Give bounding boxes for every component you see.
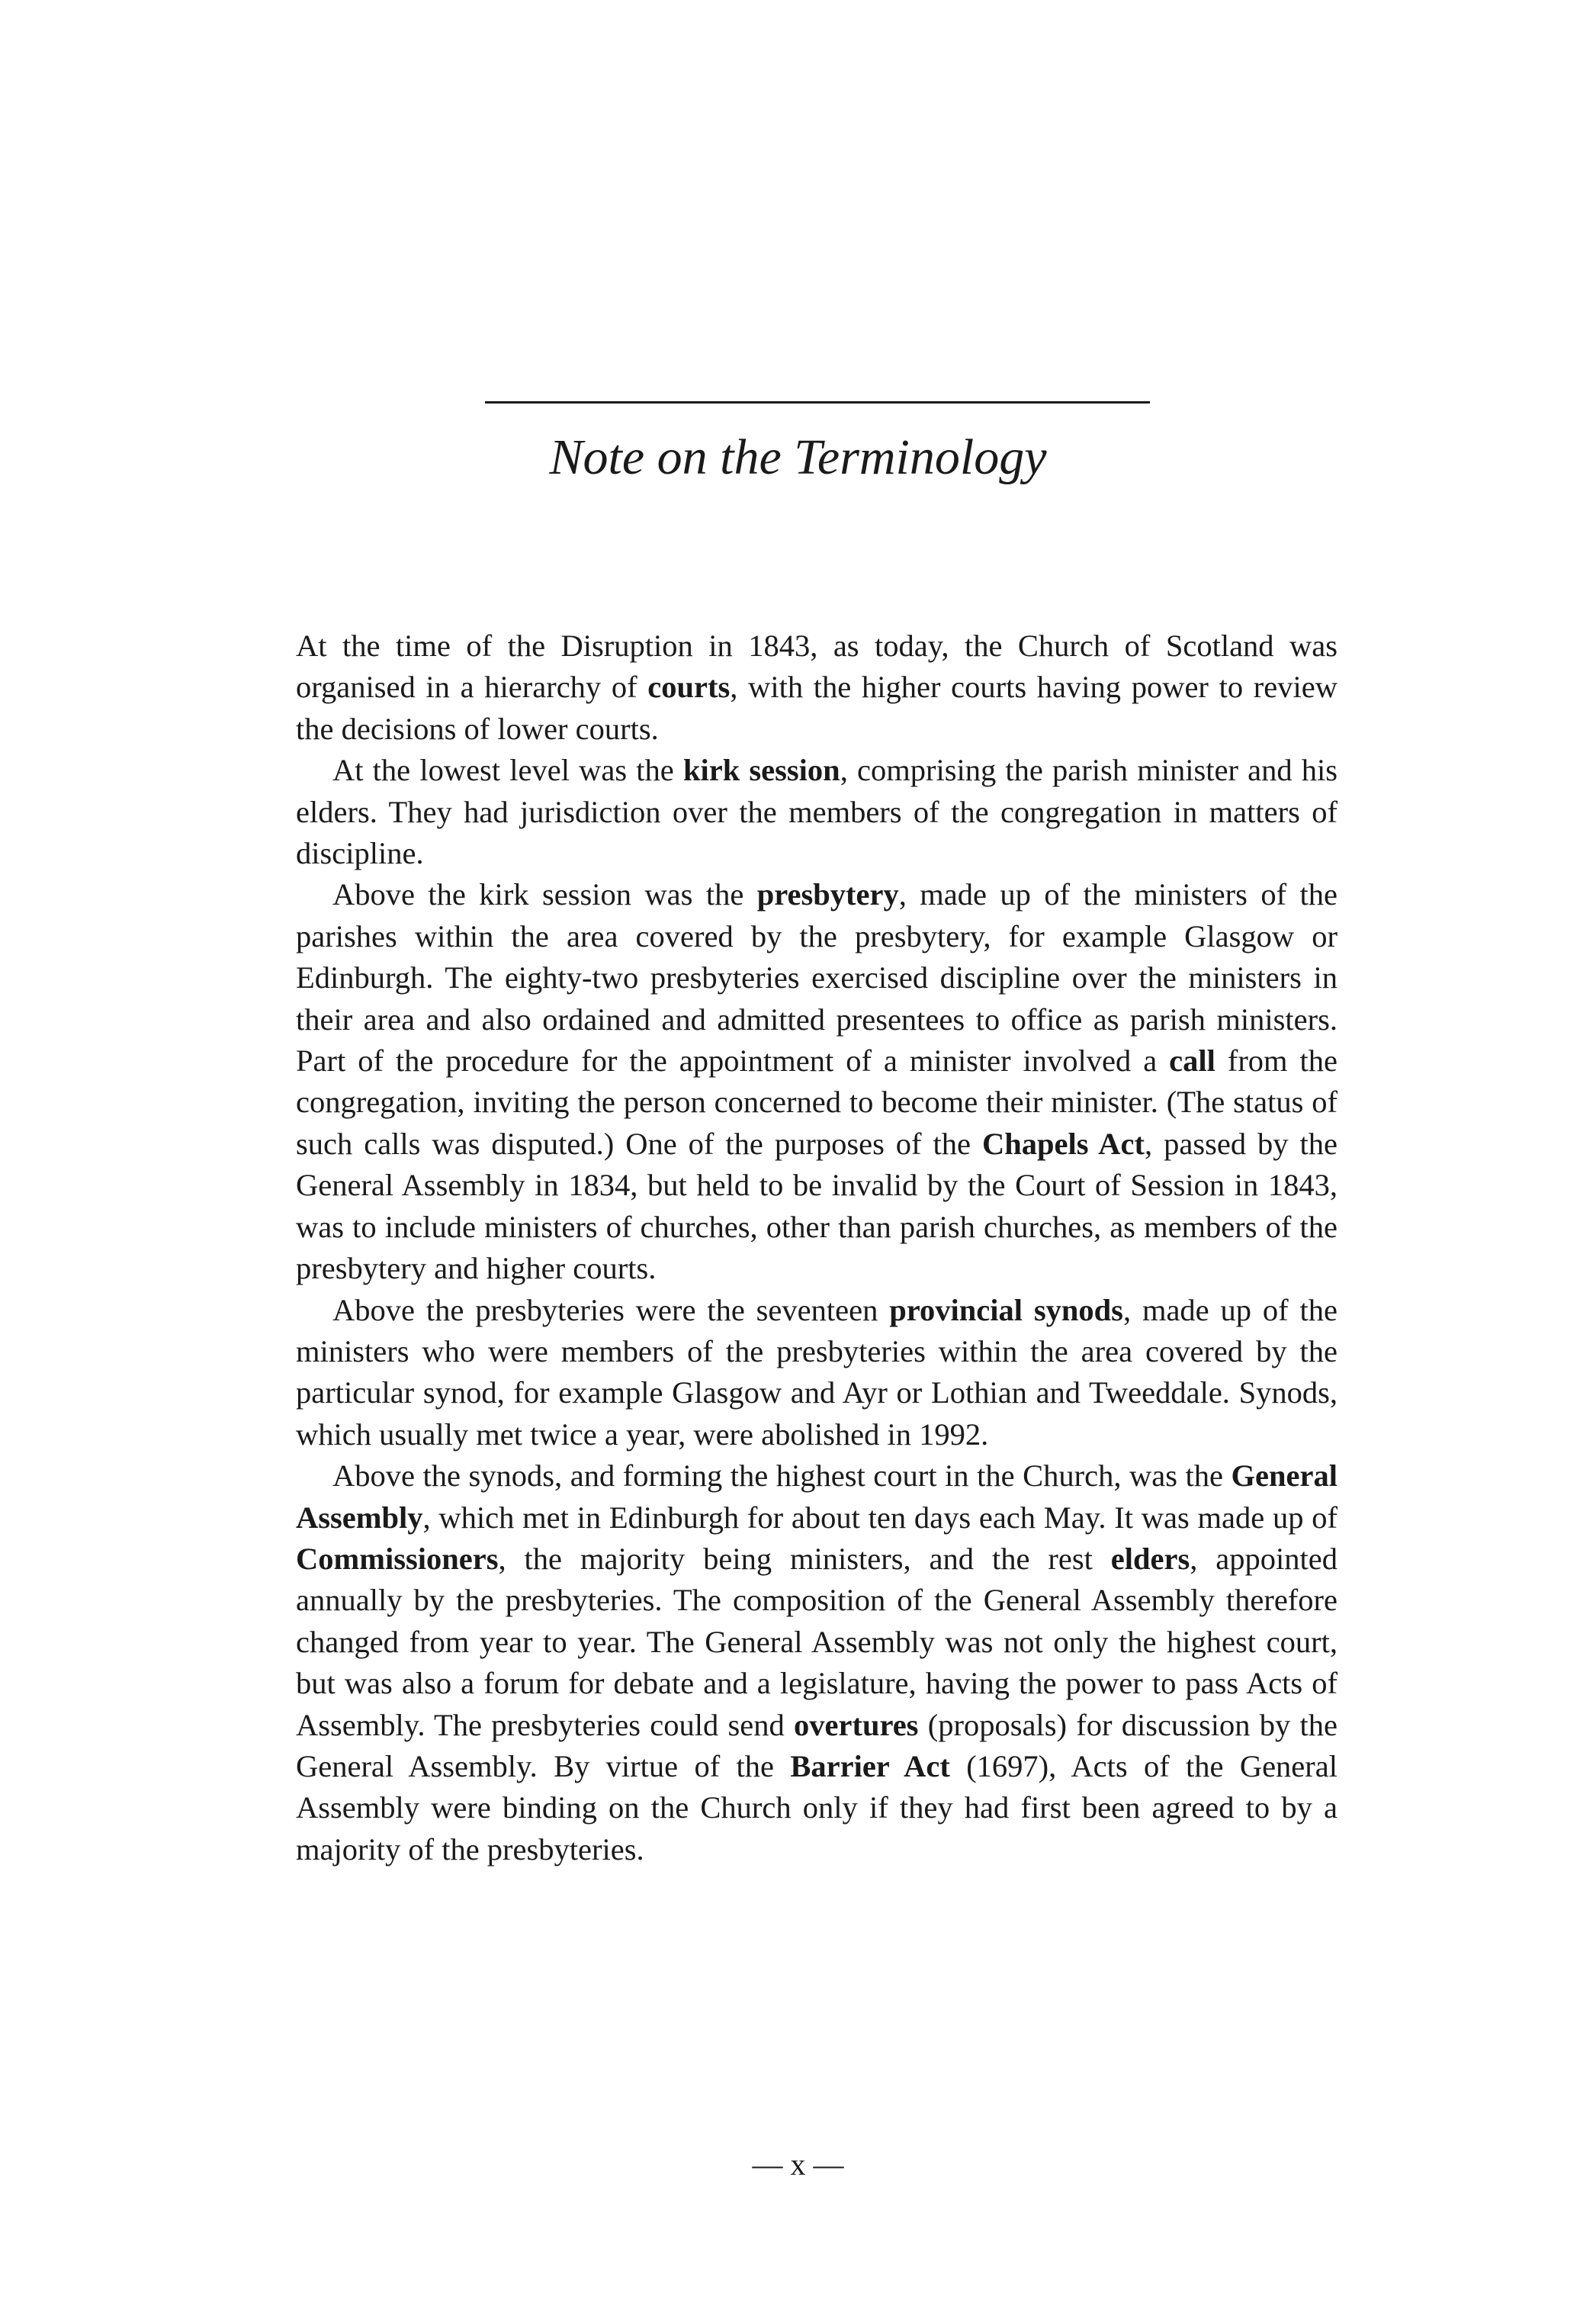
key-term: Chapels Act	[981, 1126, 1145, 1161]
text-run: , comprising the parish minister and his elders. They had jurisdiction over the members of the congregation in matters of discipline.	[296, 753, 1338, 871]
key-term: kirk session	[682, 753, 840, 788]
key-term: Commissioners	[296, 1541, 499, 1576]
text-run: , with the higher courts having power to review the decisions of lower courts.	[296, 670, 1337, 746]
text-run: , made up of the ministers of the parishes within the area covered by the presbytery, for example Glasgow or Edinburgh. The eighty-two presbyteries exercised discipline over the ministers in their area and also ordained and admitted presentees to office as parish ministers. Part of the procedure for the appointment of a minister involved a	[296, 877, 1337, 1079]
text-run: Above the kirk session was the	[332, 877, 757, 912]
text-run: , which met in Edinburgh for about ten days each May. It was made up of	[422, 1500, 1337, 1535]
key-term: provincial synods	[889, 1292, 1123, 1327]
paragraph	[296, 874, 1337, 1289]
paragraph	[296, 1455, 1337, 1870]
text-run: Above the synods, and forming the highest court in the Church, was the	[332, 1458, 1232, 1494]
key-term: call	[1169, 1043, 1215, 1079]
body-text	[296, 625, 1337, 1870]
text-run: , made up of the ministers who were members of the presbyteries within the area covered by the particular synod, for example Glasgow and Ayr or Lothian and Tweeddale. Synods, which usually met twice a year, were abolished in 1992.	[296, 1292, 1337, 1452]
paragraph	[296, 750, 1337, 874]
text-run: Above the presbyteries were the seventeen	[332, 1292, 890, 1327]
text-run: , passed by the General Assembly in 1834, but held to be invalid by the Court of Session in 1843, was to include ministers of churches, other than parish churches, as members of the presbytery and higher courts.	[296, 1126, 1338, 1286]
paragraph	[296, 1290, 1337, 1456]
title-rule	[485, 401, 1150, 404]
text-run: At the lowest level was the	[332, 753, 683, 788]
text-run: At the time of the Disruption in 1843, as today, the Church of Scotland was organised in a hierarchy of	[296, 629, 1337, 705]
key-term: elders	[1110, 1541, 1190, 1576]
key-term: overtures	[794, 1707, 919, 1742]
key-term: Barrier Act	[790, 1748, 950, 1783]
text-run: , appointed annually by the presbyteries. The composition of the General Assembly therefore changed from year to year. The General Assembly was not only the highest court, but was also a forum for debate and a legislature, having the power to pass Acts of Assembly. The presbyteries could send	[296, 1541, 1337, 1742]
key-term: courts	[647, 670, 731, 705]
text-run: (1697), Acts of the General Assembly were binding on the Church only if they had first been agreed to by a majority of the presbyteries.	[296, 1748, 1337, 1867]
key-term: General Assembly	[296, 1458, 1337, 1535]
text-run: , the majority being ministers, and the rest	[498, 1541, 1111, 1576]
page-number: — x —	[752, 2147, 844, 2182]
text-run: (proposals) for discussion by the General Assembly. By virtue of the	[296, 1707, 1337, 1783]
text-run: from the congregation, inviting the person concerned to become their minister. (The status of such calls was disputed.) One of the purposes of the	[296, 1043, 1337, 1161]
key-term: presbytery	[756, 877, 899, 912]
paragraph	[296, 625, 1337, 750]
page-title: Note on the Terminology	[549, 429, 1047, 485]
